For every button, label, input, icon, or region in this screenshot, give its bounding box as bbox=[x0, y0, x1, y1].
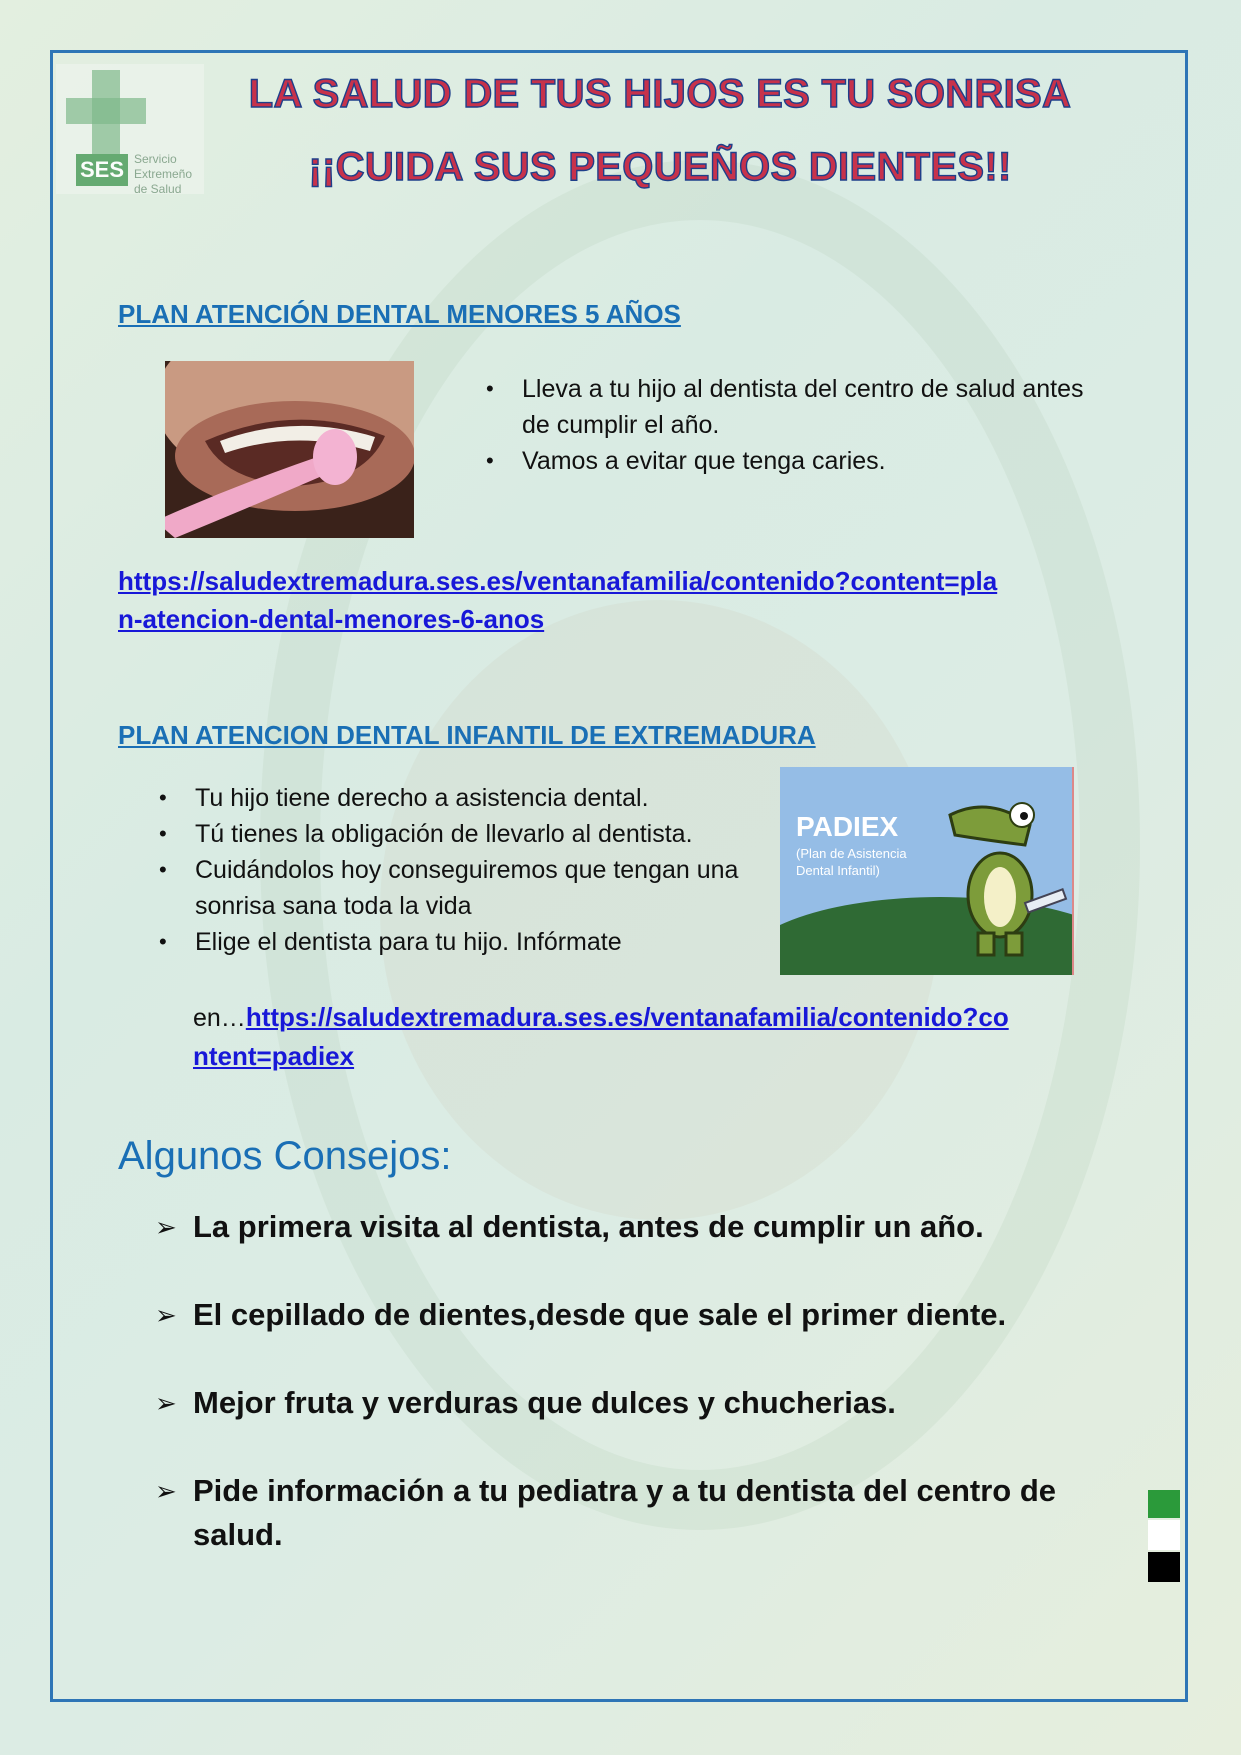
badge-name: PADIEX bbox=[796, 811, 899, 842]
list-item: ➢ El cepillado de dientes,desde que sale el primer diente. bbox=[155, 1293, 1135, 1337]
arrow-bullet-icon: ➢ bbox=[155, 1212, 177, 1242]
list-item: • Cuidándolos hoy conseguiremos que tengan una sonrisa sana toda la vida bbox=[155, 852, 755, 924]
bullet-icon: • bbox=[159, 785, 167, 810]
section2-bullet-list bbox=[155, 780, 755, 960]
consejos-heading: Algunos Consejos: bbox=[118, 1134, 452, 1178]
list-item: • Elige el dentista para tu hijo. Infórmate bbox=[155, 924, 755, 960]
page-title-line2: ¡¡CUIDA SUS PEQUEÑOS DIENTES!! bbox=[308, 145, 1012, 189]
section1-link-block bbox=[118, 562, 1158, 638]
bullet-icon: • bbox=[159, 857, 167, 882]
section1-bullet-list bbox=[482, 371, 1102, 479]
list-item: • Lleva a tu hijo al dentista del centro de salud antes de cumplir el año. bbox=[482, 371, 1102, 443]
flag-black-stripe bbox=[1148, 1552, 1180, 1582]
list-item: ➢ Mejor fruta y verduras que dulces y chucherias. bbox=[155, 1381, 1135, 1425]
link-plan-menores[interactable]: https://saludextremadura.ses.es/ventanafamilia/contenido?content=pla n-atencion-dental-menores-6-anos bbox=[118, 566, 998, 634]
list-item: ➢ La primera visita al dentista, antes de cumplir un año. bbox=[155, 1205, 1135, 1249]
link-padiex[interactable]: https://saludextremadura.ses.es/ventanafamilia/contenido?co ntent=padiex bbox=[193, 1002, 1009, 1071]
list-item: • Tu hijo tiene derecho a asistencia dental. bbox=[155, 780, 755, 816]
padiex-badge bbox=[780, 767, 1074, 975]
child-brushing-photo bbox=[165, 361, 414, 538]
section-heading-menores: PLAN ATENCIÓN DENTAL MENORES 5 AÑOS bbox=[118, 299, 681, 329]
list-item: • Vamos a evitar que tenga caries. bbox=[482, 443, 1102, 479]
crocodile-mascot-icon bbox=[930, 785, 1070, 960]
section2-link-block bbox=[193, 998, 1153, 1076]
page-title-line1: LA SALUD DE TUS HIJOS ES TU SONRISA bbox=[248, 72, 1072, 116]
badge-subtitle: (Plan de Asistencia Dental Infantil) bbox=[796, 846, 907, 878]
bullet-icon: • bbox=[159, 929, 167, 954]
section-heading-padiex: PLAN ATENCION DENTAL INFANTIL DE EXTREMADURA bbox=[118, 720, 816, 750]
flag-white-stripe bbox=[1148, 1520, 1180, 1550]
arrow-bullet-icon: ➢ bbox=[155, 1476, 177, 1506]
bullet-icon: • bbox=[486, 376, 494, 401]
arrow-bullet-icon: ➢ bbox=[155, 1300, 177, 1330]
arrow-bullet-icon: ➢ bbox=[155, 1388, 177, 1418]
consejos-list bbox=[155, 1205, 1135, 1601]
list-item: • Tú tienes la obligación de llevarlo al dentista. bbox=[155, 816, 755, 852]
list-item: ➢ Pide información a tu pediatra y a tu dentista del centro de salud. bbox=[155, 1469, 1135, 1557]
bullet-icon: • bbox=[486, 448, 494, 473]
logo-abbr: SES bbox=[76, 154, 128, 186]
link-prefix: en… bbox=[193, 1004, 246, 1032]
flag-green-stripe bbox=[1148, 1490, 1180, 1518]
logo-cross-horizontal bbox=[66, 98, 146, 124]
bullet-icon: • bbox=[159, 821, 167, 846]
logo-org-name: Servicio Extremeño de Salud bbox=[134, 152, 193, 196]
